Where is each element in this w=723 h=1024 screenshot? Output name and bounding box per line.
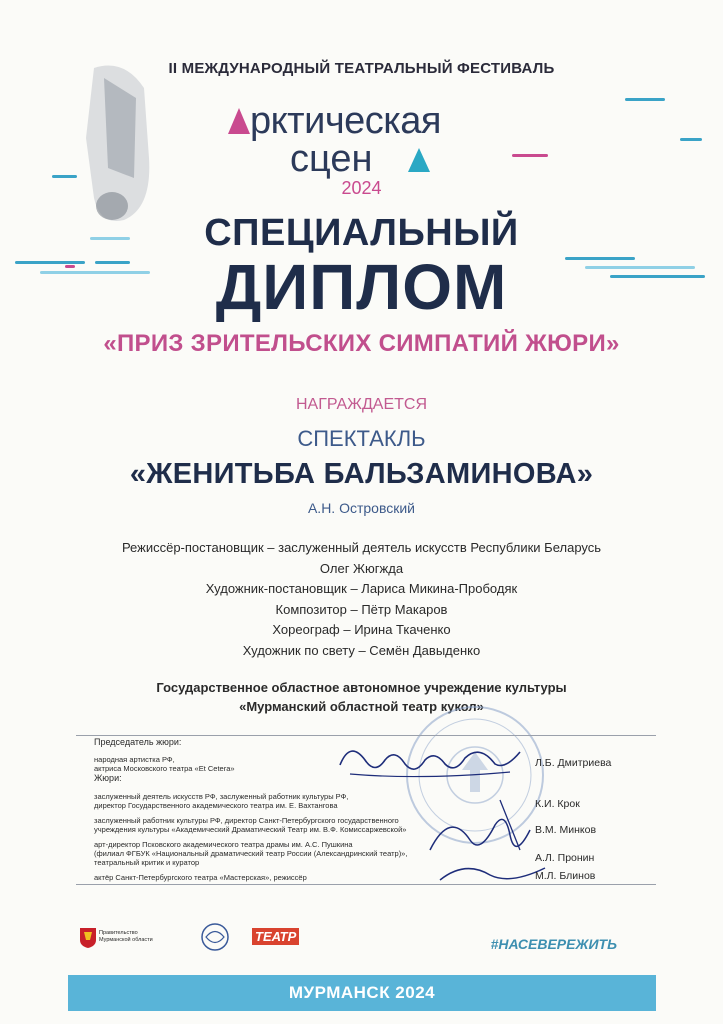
jury-name: М.Л. Блинов (535, 870, 596, 882)
play-label: СПЕКТАКЛЬ (297, 426, 426, 451)
jury-name: К.И. Крок (535, 798, 580, 810)
jury-text: учреждения культуры «Академический Драматический Театр им. В.Ф. Комиссаржевской» (94, 825, 407, 834)
ministry-logo-icon (198, 922, 232, 954)
credit-line: Олег Жюгжда (319, 560, 404, 576)
jury-text: заслуженный работник культуры РФ, директор Санкт-Петербургского государственного (94, 816, 399, 825)
decor-dash (680, 138, 702, 141)
jury-text: (филиал ФГБУК «Национальный драматический театр России (Александринский театр)», (94, 849, 408, 858)
credit-line: Художник-постановщик – Лариса Микина-Прободяк (205, 581, 518, 596)
credit-line: Композитор – Пётр Макаров (275, 601, 448, 617)
jury-member-desc (94, 840, 407, 867)
jury-members-heading: Жюри: (94, 773, 122, 783)
organization-line2: «Мурманский областной театр кукол» (239, 699, 484, 714)
play-title: «ЖЕНИТЬБА БАЛЬЗАМИНОВА» (129, 458, 594, 490)
jury-member-desc (94, 816, 406, 834)
hashtag: #НАСЕВЕРЕЖИТЬ (490, 936, 617, 952)
jury-name: А.Л. Пронин (535, 852, 595, 864)
jury-text: народная артистка РФ, (94, 755, 175, 764)
jury-separator (76, 884, 656, 885)
government-logo-line: Мурманской области (99, 936, 153, 943)
jury-member-desc (94, 873, 307, 882)
credits-list (0, 538, 723, 661)
jury-member-desc (94, 792, 348, 810)
jury-name: В.М. Минков (535, 824, 597, 836)
decor-dash (625, 98, 665, 101)
credit-line: Режиссёр-постановщик – заслуженный деятель искусств Республики Беларусь (121, 540, 602, 555)
play-author: А.Н. Островский (307, 500, 416, 516)
credit-line: Художник по свету – Семён Давыденко (242, 642, 481, 658)
organization (0, 678, 723, 716)
title-line2: ДИПЛОМ (215, 251, 508, 323)
prize-name: «ПРИЗ ЗРИТЕЛЬСКИХ СИМПАТИЙ ЖЮРИ» (103, 330, 620, 357)
coat-of-arms-icon (80, 928, 96, 948)
jury-text: заслуженный деятель искусств РФ, заслуженный работник культуры РФ, (94, 792, 349, 801)
faded-photo-artifact (64, 58, 164, 228)
footer-text: МУРМАНСК 2024 (288, 983, 436, 1002)
credit-line: Хореограф – Ирина Ткаченко (272, 622, 451, 637)
jury-text: театральный критик и куратор (94, 858, 200, 867)
jury-chair-heading: Председатель жюри: (94, 737, 182, 747)
logo-line2: сцен (290, 138, 373, 180)
decor-dash (512, 154, 548, 157)
title-line1: СПЕЦИАЛЬНЫЙ (204, 212, 519, 254)
awarded-label: НАГРАЖДАЕТСЯ (296, 396, 427, 413)
jury-separator (76, 735, 656, 736)
organization-line1: Государственное областное автономное учреждение культуры (156, 680, 567, 695)
jury-name: Л.Б. Дмитриева (535, 757, 612, 769)
festival-heading: II МЕЖДУНАРОДНЫЙ ТЕАТРАЛЬНЫЙ ФЕСТИВАЛЬ (168, 60, 555, 77)
jury-text: арт-директор Псковского академического театра драмы им. А.С. Пушкина (94, 840, 353, 849)
government-logo-text (99, 930, 153, 943)
logo-line1: рктическая (250, 100, 441, 142)
jury-chair-desc (94, 755, 235, 773)
logo-triangle-pink-icon (228, 108, 250, 134)
theatre-logo: ТЕАТР (252, 928, 299, 945)
jury-text: актёр Санкт-Петербургского театра «Мастерская», режиссёр (94, 873, 307, 882)
jury-text: актриса Московского театра «Et Cetera» (94, 764, 235, 773)
logo-year: 2024 (341, 178, 382, 198)
signature-chair (330, 730, 530, 790)
government-logo-line: Правительство (99, 930, 138, 936)
logo-triangle-teal-icon (408, 148, 430, 172)
jury-text: директор Государственного академического театра им. Е. Вахтангова (94, 801, 338, 810)
